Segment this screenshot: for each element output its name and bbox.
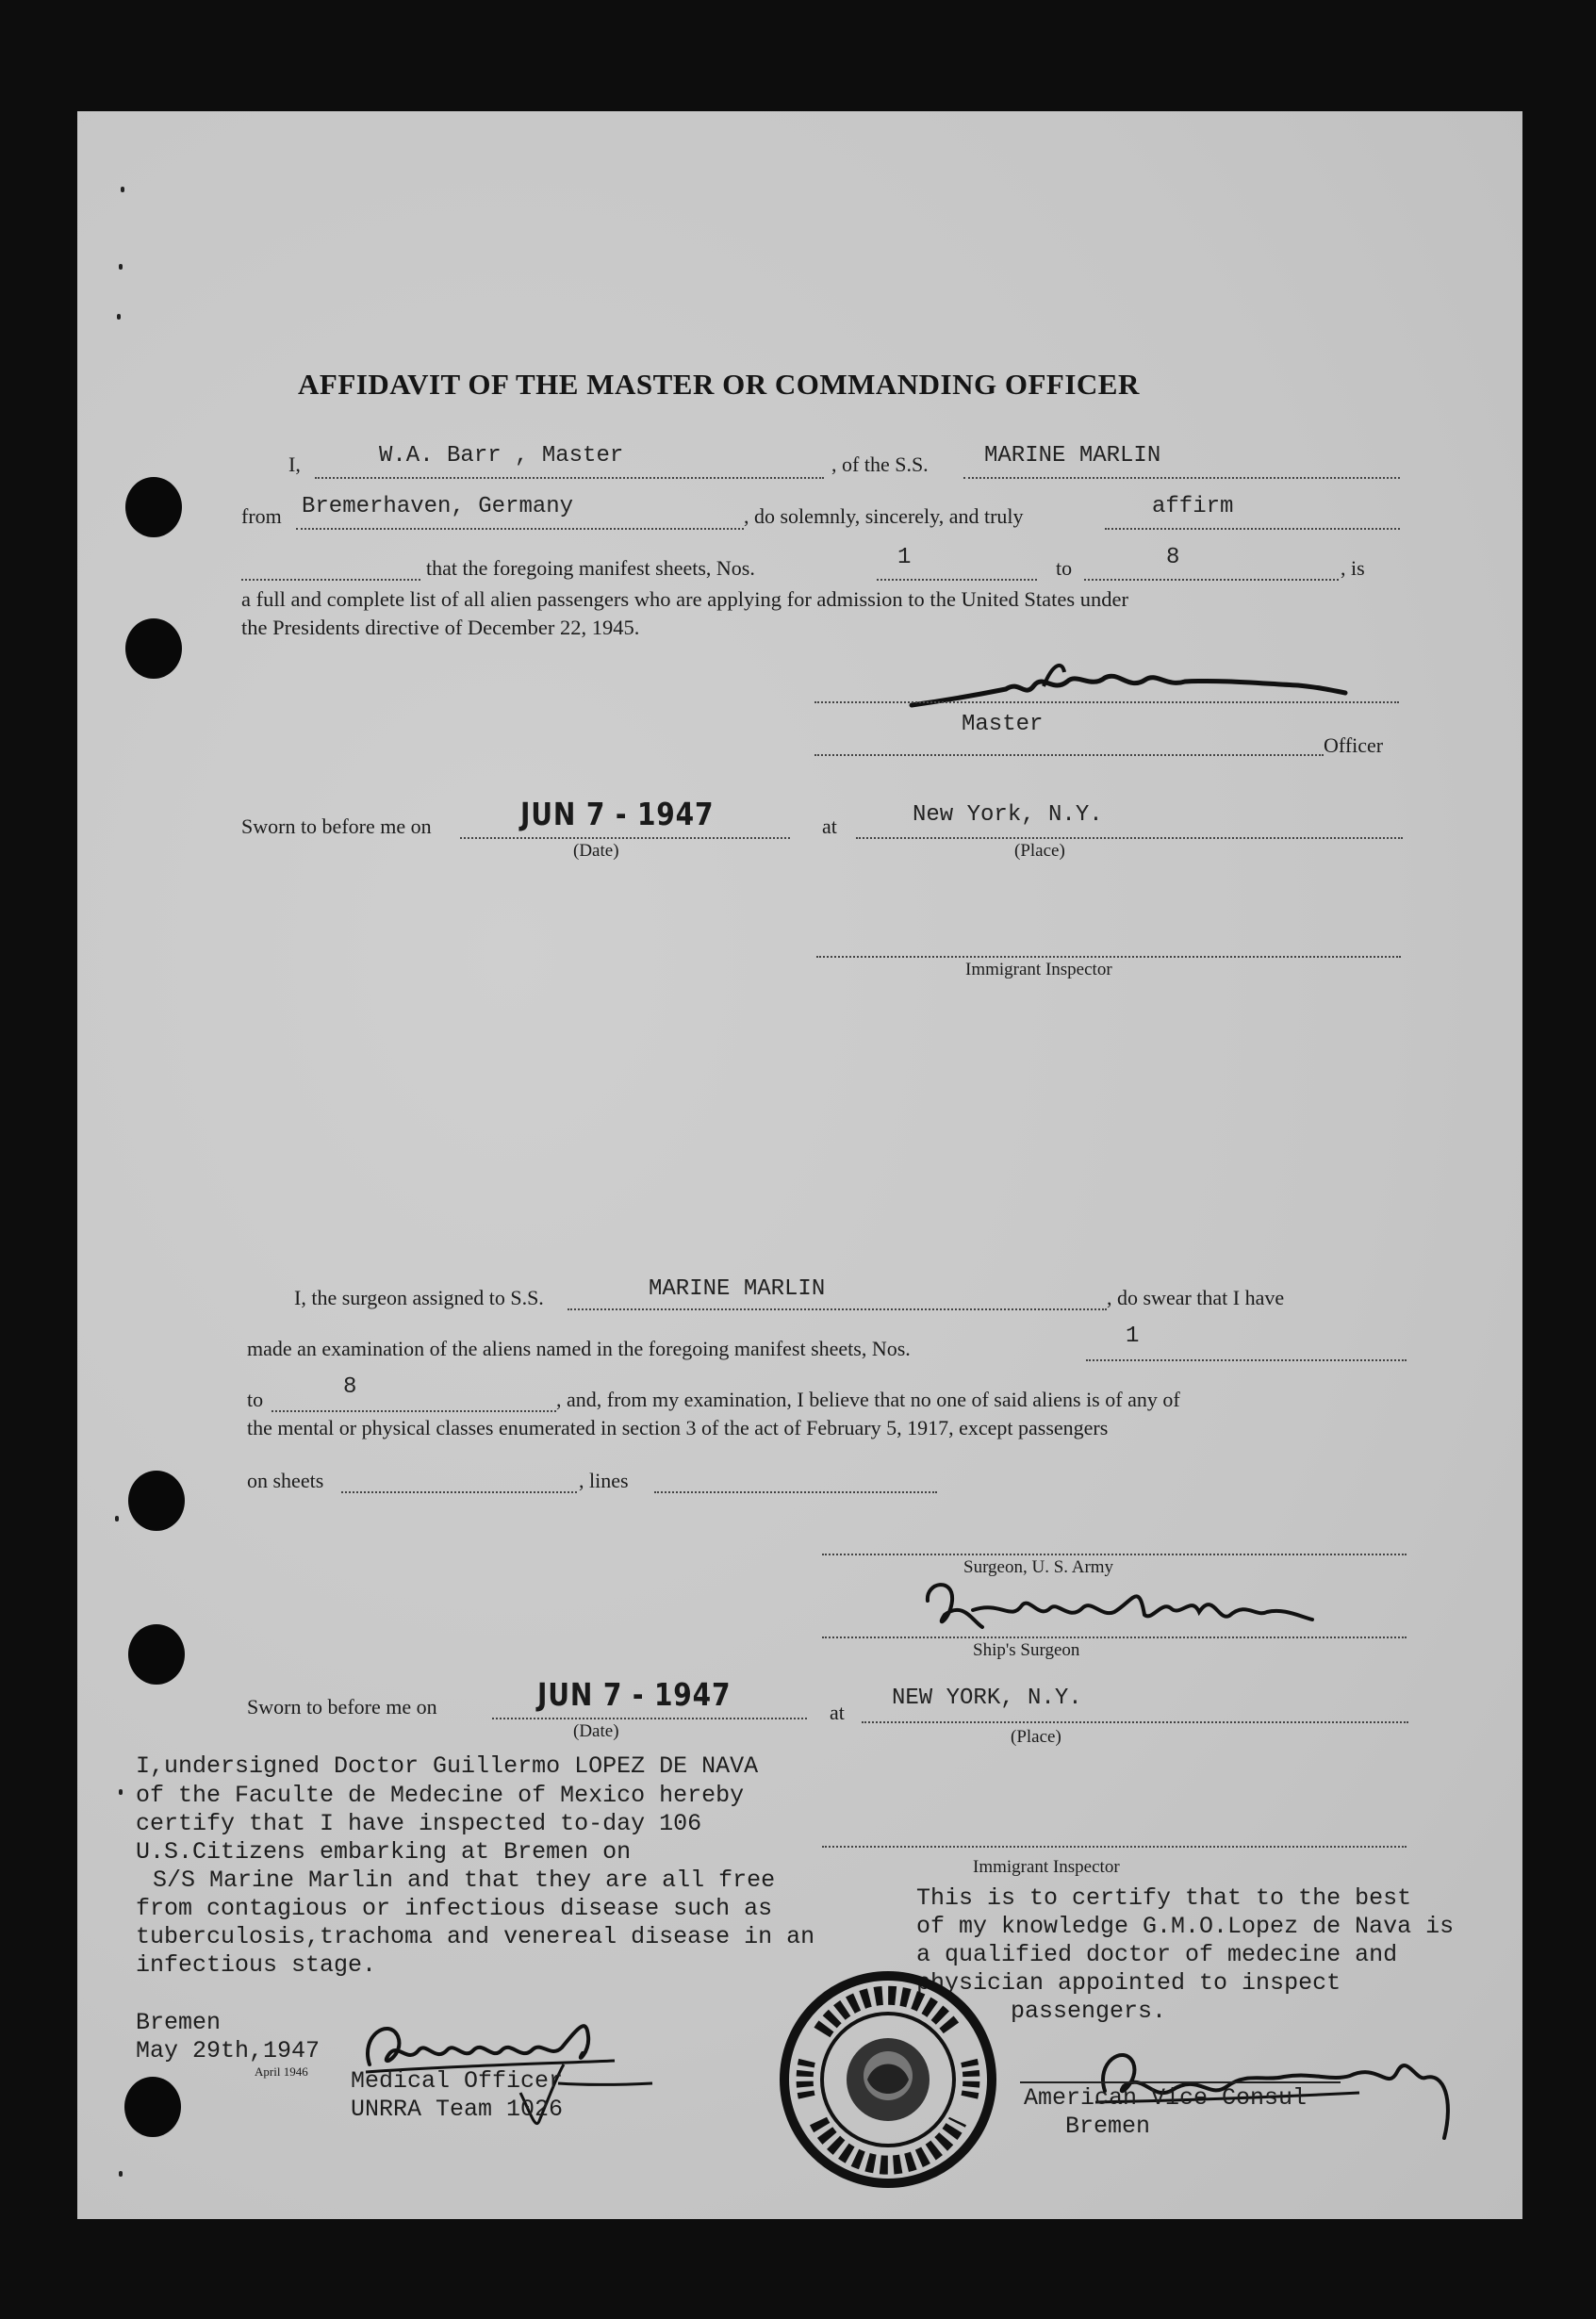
doctor-cert-line: U.S.Citizens embarking at Bremen on (136, 1838, 632, 1866)
line2-prefix: from (241, 504, 282, 528)
doctor-date: May 29th,1947 (136, 2037, 321, 2064)
sheet-from: 1 (897, 545, 912, 570)
surgeon-sworn-label: Sworn to before me on (247, 1695, 437, 1719)
consul-city: Bremen (1065, 2113, 1151, 2140)
sheet-to: 8 (1166, 545, 1180, 570)
surgeon-sworn-date: JUN 7 - 1947 (537, 1676, 732, 1713)
inspector-caption: Immigrant Inspector (965, 960, 1112, 979)
surgeon-at-label: at (830, 1701, 845, 1724)
consulate-seal (775, 1966, 1001, 2193)
from-port: Bremerhaven, Germany (302, 494, 574, 519)
sworn-date: JUN 7 - 1947 (520, 796, 715, 832)
sworn-place: New York, N.Y. (913, 802, 1103, 828)
surgeon-line1-suffix: , do swear that I have (1107, 1286, 1285, 1309)
army-caption: Surgeon, U. S. Army (963, 1557, 1114, 1577)
surgeon-line1-prefix: I, the surgeon assigned to S.S. (294, 1286, 544, 1309)
is-word: , is (1341, 556, 1365, 580)
surgeon-lines-label: , lines (579, 1469, 629, 1492)
doctor-cert-line: from contagious or infectious disease such as (136, 1895, 773, 1922)
doctor-city: Bremen (136, 2009, 222, 2036)
surgeon-line3-suffix: , and, from my examination, I believe that no one of said aliens is of any of (556, 1388, 1180, 1411)
doctor-team: UNRRA Team 1026 (351, 2096, 564, 2123)
affidavit-title: AFFIDAVIT OF THE MASTER OR COMMANDING OFFICER (298, 368, 1140, 401)
surgeon-sheet-from: 1 (1126, 1324, 1140, 1349)
oath-word: affirm (1152, 494, 1234, 519)
manifest-text: that the foregoing manifest sheets, Nos. (426, 556, 755, 580)
surgeon-inspector-caption: Immigrant Inspector (973, 1857, 1120, 1877)
consul-cert-line: passengers. (1011, 1998, 1167, 2025)
surgeon-sworn-place: NEW YORK, N.Y. (892, 1686, 1082, 1711)
line1-prefix: I, (288, 452, 301, 476)
full-list-line1: a full and complete list of all alien passengers who are applying for admission to the United States under (241, 587, 1129, 611)
surgeon-on-sheets: on sheets (247, 1469, 324, 1492)
consul-cert-line: of my knowledge G.M.O.Lopez de Nava is (916, 1913, 1455, 1940)
ship-name: MARINE MARLIN (984, 443, 1161, 469)
document-page (77, 111, 1522, 2219)
surgeon-ship-name: MARINE MARLIN (649, 1276, 826, 1302)
surgeon-sheet-to: 8 (343, 1374, 357, 1400)
binder-hole (128, 1624, 185, 1685)
surgeon-line2: made an examination of the aliens named in the foregoing manifest sheets, Nos. (247, 1337, 911, 1360)
surgeon-place-caption: (Place) (1011, 1727, 1061, 1747)
at-label: at (822, 814, 837, 838)
surgeon-line3-prefix: to (247, 1388, 264, 1411)
doctor-cert-line: tuberculosis,trachoma and venereal disease in an (136, 1923, 815, 1950)
doctor-cert-line: certify that I have inspected to-day 106 (136, 1810, 702, 1837)
binder-hole (125, 618, 182, 679)
binder-hole (124, 2077, 181, 2137)
signatory-title: Master (962, 712, 1044, 737)
surgeon-line4: the mental or physical classes enumerated in section 3 of the act of February 5, 1917, except passengers (247, 1416, 1109, 1439)
doctor-officer-title: Medical Officer (351, 2067, 564, 2095)
form-date: April 1946 (255, 2064, 308, 2079)
consul-cert-line: a qualified doctor of medecine and (916, 1941, 1398, 1968)
officer-label: Officer (1324, 733, 1384, 757)
master-signature (902, 644, 1392, 719)
of-the-ss-label: , of the S.S. (831, 452, 929, 476)
doctor-cert-line: of the Faculte de Medecine of Mexico hereby (136, 1782, 745, 1809)
doctor-cert-line: S/S Marine Marlin and that they are all free (153, 1867, 776, 1894)
consul-cert-line: physician appointed to inspect (916, 1969, 1341, 1997)
doctor-cert-line: infectious stage. (136, 1951, 377, 1979)
surgeon-signature (916, 1563, 1322, 1648)
solemnly-text: , do solemnly, sincerely, and truly (744, 504, 1024, 528)
surgeon-date-caption: (Date) (573, 1721, 619, 1741)
full-list-line2: the Presidents directive of December 22, 1945. (241, 616, 640, 639)
consul-cert-line: This is to certify that to the best (916, 1884, 1412, 1912)
binder-hole (125, 477, 182, 537)
ship-surgeon-caption: Ship's Surgeon (973, 1640, 1080, 1660)
master-name: W.A. Barr , Master (379, 443, 624, 469)
to-word: to (1056, 556, 1073, 580)
consul-title: American Vice Consul (1024, 2084, 1308, 2112)
date-caption: (Date) (573, 841, 619, 861)
sworn-label: Sworn to before me on (241, 814, 432, 838)
binder-hole (128, 1471, 185, 1531)
doctor-cert-line: I,undersigned Doctor Guillermo LOPEZ DE NAVA (136, 1752, 759, 1780)
place-caption: (Place) (1014, 841, 1065, 861)
